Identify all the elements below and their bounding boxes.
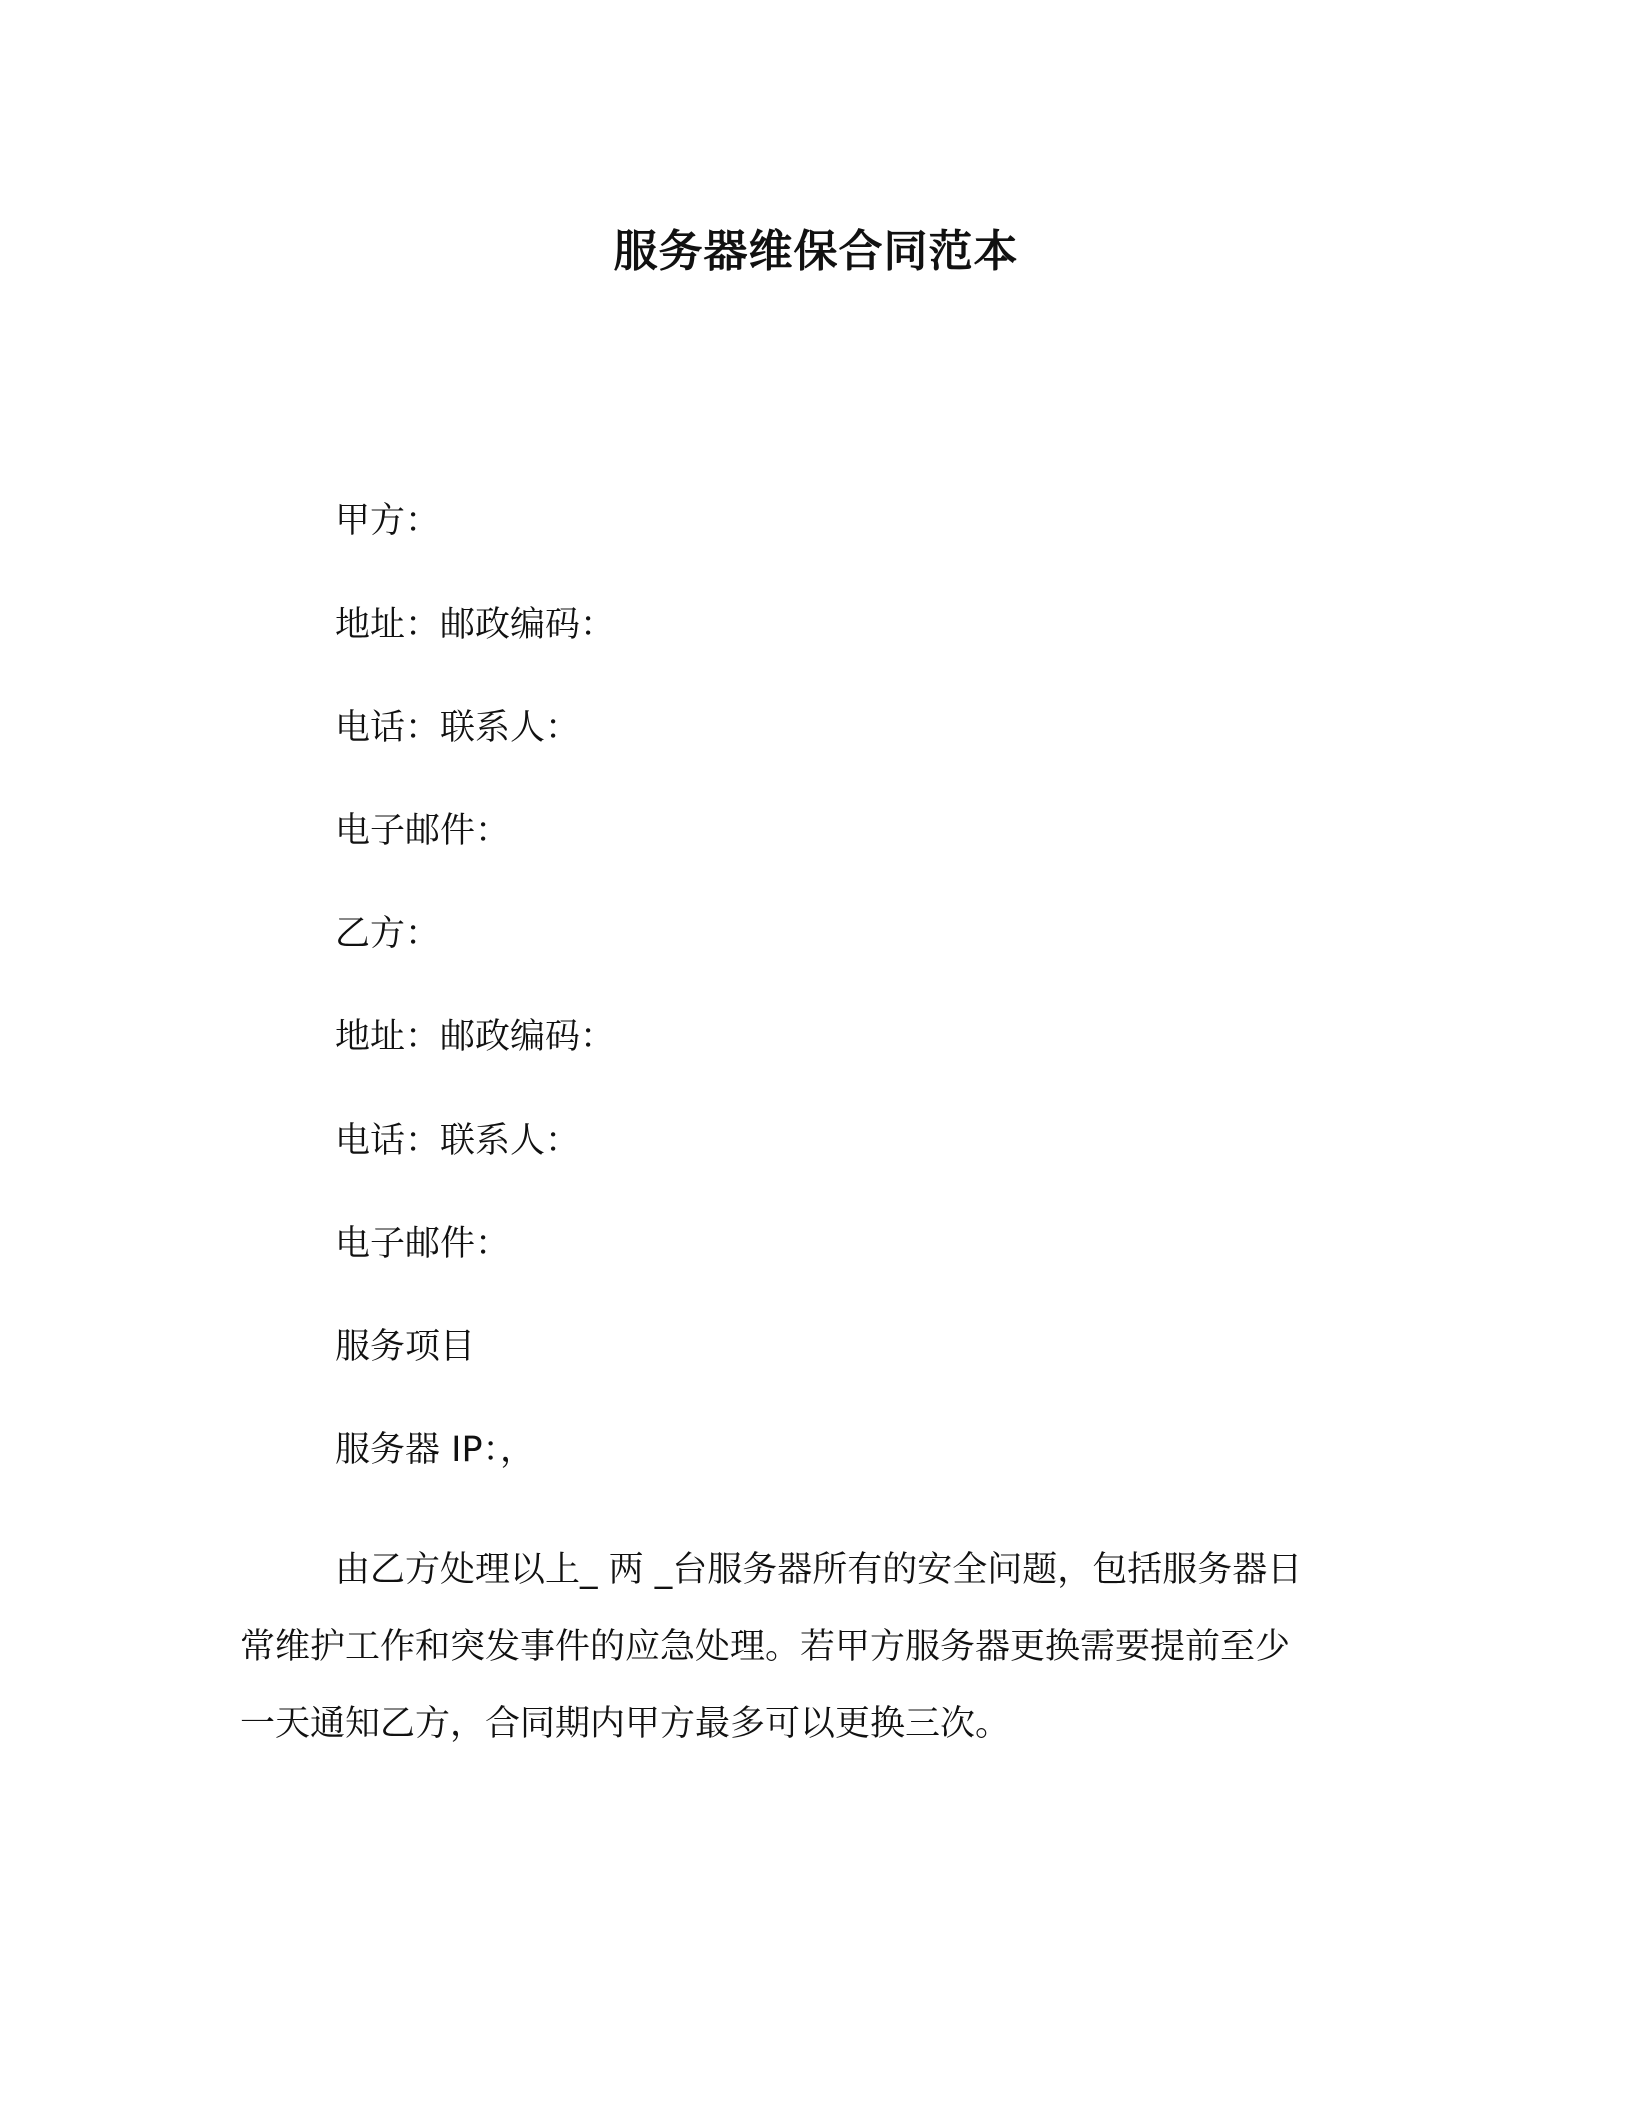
service-items-heading: 服务项目 — [335, 1327, 476, 1367]
server-ip-label: 服务器 IP：， — [335, 1430, 536, 1470]
paragraph-line: 常维护工作和突发事件的应急处理。若甲方服务器更换需要提前至少 — [240, 1627, 1291, 1667]
party-a-address-label: 地址：邮政编码： — [335, 605, 616, 645]
party-a-phone-label: 电话：联系人： — [335, 708, 581, 748]
party-b-address-label: 地址：邮政编码： — [335, 1017, 616, 1057]
party-a-name-label: 甲方： — [335, 501, 441, 541]
paragraph-line: 由乙方处理以上_ 两 _台服务器所有的安全问题，包括服务器日 — [335, 1550, 1303, 1590]
party-b-phone-label: 电话：联系人： — [335, 1121, 581, 1161]
party-a-email-label: 电子邮件： — [335, 811, 511, 851]
service-scope-paragraph — [240, 1532, 1380, 1763]
party-b-email-label: 电子邮件： — [335, 1224, 511, 1264]
document-title: 服务器维保合同范本 — [613, 226, 1019, 277]
party-b-name-label: 乙方： — [335, 914, 441, 954]
paragraph-line: 一天通知乙方，合同期内甲方最多可以更换三次。 — [240, 1704, 1011, 1744]
